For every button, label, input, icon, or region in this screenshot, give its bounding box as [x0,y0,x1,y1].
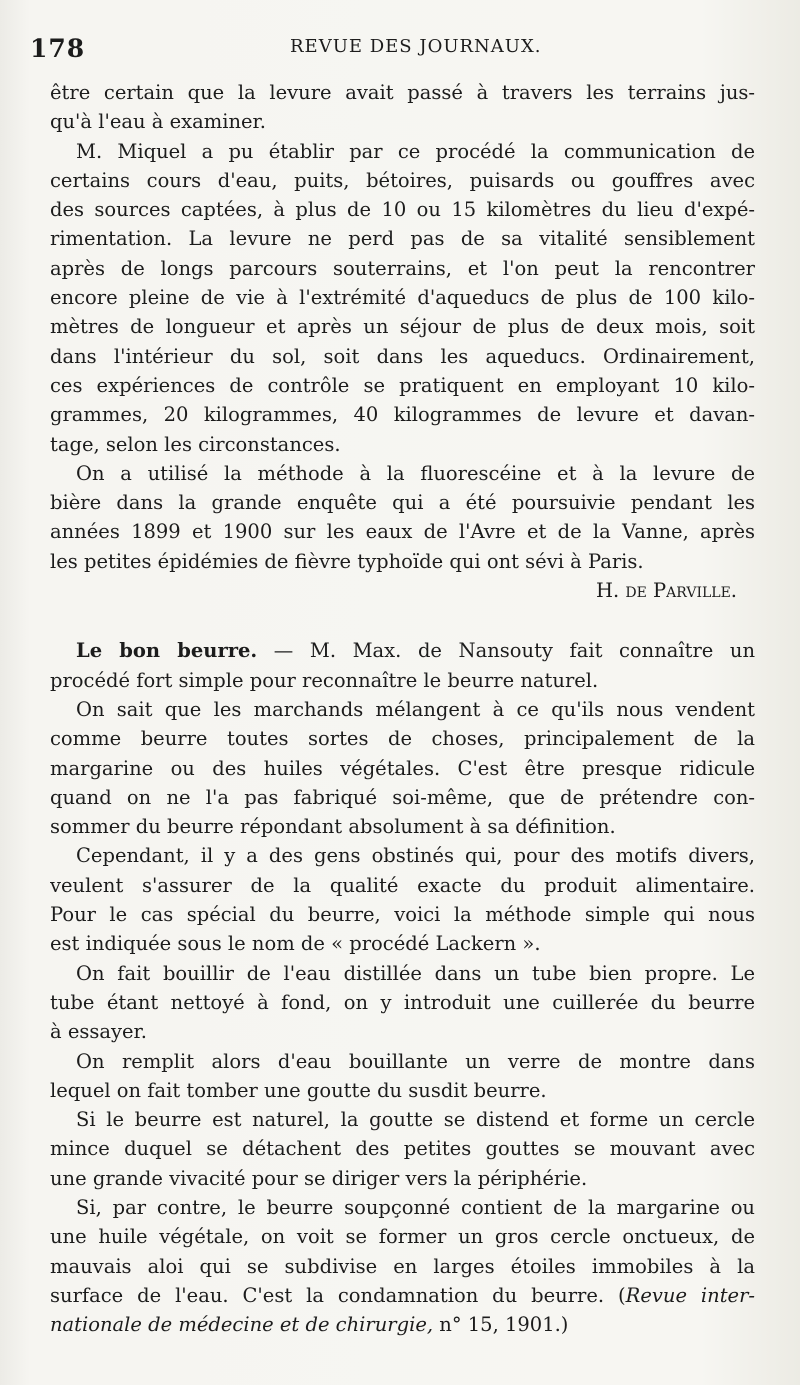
citation-line [50,1281,755,1310]
text-line: qu'à l'eau à examiner. [50,110,266,134]
text-line: Si, par contre, le beurre soupçonné contient de la margarine ou [76,1195,755,1219]
text-line: certains cours d'eau, puits, bétoires, puisards ou gouffres avec [50,168,755,192]
citation-journal-part1: Revue inter- [625,1283,755,1307]
text-line: M. Miquel a pu établir par ce procédé la communication de [76,139,755,163]
text-line: une huile végétale, on voit se former un gros cercle onctueux, de [50,1225,755,1249]
text-line: dans l'intérieur du sol, soit dans les aqueducs. Ordinairement, [50,344,755,368]
article-title-line [50,636,755,665]
text-line: margarine ou des huiles végétales. C'est être presque ridicule [50,756,755,780]
text-line: des sources captées, à plus de 10 ou 15 kilomètres du lieu d'expé- [50,198,755,222]
text-line: grammes, 20 kilogrammes, 40 kilogrammes de levure et davan- [50,403,755,427]
text-line: comme beurre toutes sortes de choses, principalement de la [50,727,755,751]
text-line: surface de l'eau. C'est la condamnation du beurre. ( [50,1283,626,1307]
text-line: tube étant nettoyé à fond, on y introduit une cuillerée du beurre [50,990,755,1014]
text-line: encore pleine de vie à l'extrémité d'aqueducs de plus de 100 kilo- [50,286,755,310]
page-number: 178 [30,34,86,63]
text-line: être certain que la levure avait passé à travers les terrains jus- [50,81,755,104]
text-line: ces expériences de contrôle se pratiquent en employant 10 kilo- [50,373,755,397]
text-line: veulent s'assurer de la qualité exacte du produit alimentaire. [50,873,755,897]
text-line: Si le beurre est naturel, la goutte se distend et forme un cercle [76,1108,755,1132]
text-line: lequel on fait tomber une goutte du susdit beurre. [50,1078,547,1102]
text-line: On fait bouillir de l'eau distillée dans un tube bien propre. Le [76,961,755,985]
text-line: tage, selon les circonstances. [50,432,341,456]
text-line: On sait que les marchands mélangent à ce qu'ils nous vendent [76,697,755,721]
text-line: rimentation. La levure ne perd pas de sa vitalité sensiblement [50,227,755,251]
author-signature: H. de Parville. [596,579,737,603]
text-line: — M. Max. de Nansouty fait connaître un [273,639,755,663]
text-line: à essayer. [50,1020,147,1044]
text-line: sommer du beurre répondant absolument à sa définition. [50,815,616,839]
citation-issue: n° 15, 1901.) [439,1313,569,1337]
text-line: procédé fort simple pour reconnaître le beurre naturel. [50,668,599,692]
text-line: bière dans la grande enquête qui a été poursuivie pendant les [50,491,755,515]
running-head: REVUE DES JOURNAUX. [290,36,542,57]
text-line: une grande vivacité pour se diriger vers la périphérie. [50,1166,588,1190]
body-text [50,78,755,1339]
text-line: années 1899 et 1900 sur les eaux de l'Avre et de la Vanne, après [50,520,755,544]
text-line: mètres de longueur et après un séjour de plus de deux mois, soit [50,315,755,339]
text-line: quand on ne l'a pas fabriqué soi-même, que de prétendre con- [50,785,755,809]
article-title: Le bon beurre. [76,639,258,663]
section-gap [50,605,755,636]
page-header [30,32,770,68]
citation-journal-part2: nationale de médecine et de chirurgie, [50,1313,434,1337]
text-line: après de longs parcours souterrains, et l'on peut la rencontrer [50,256,755,280]
citation-line [50,1310,755,1339]
text-line: est indiquée sous le nom de « procédé Lackern ». [50,932,541,956]
text-line: mince duquel se détachent des petites gouttes se mouvant avec [50,1137,755,1161]
text-line: On a utilisé la méthode à la fluorescéine et à la levure de [76,461,755,485]
text-line: On remplit alors d'eau bouillante un verre de montre dans [76,1049,755,1073]
text-line: Pour le cas spécial du beurre, voici la méthode simple qui nous [50,903,755,927]
text-line: mauvais aloi qui se subdivise en larges étoiles immobiles à la [50,1254,755,1278]
text-line: les petites épidémies de fièvre typhoïde qui ont sévi à Paris. [50,549,644,573]
text-line: Cependant, il y a des gens obstinés qui, pour des motifs divers, [76,844,755,868]
